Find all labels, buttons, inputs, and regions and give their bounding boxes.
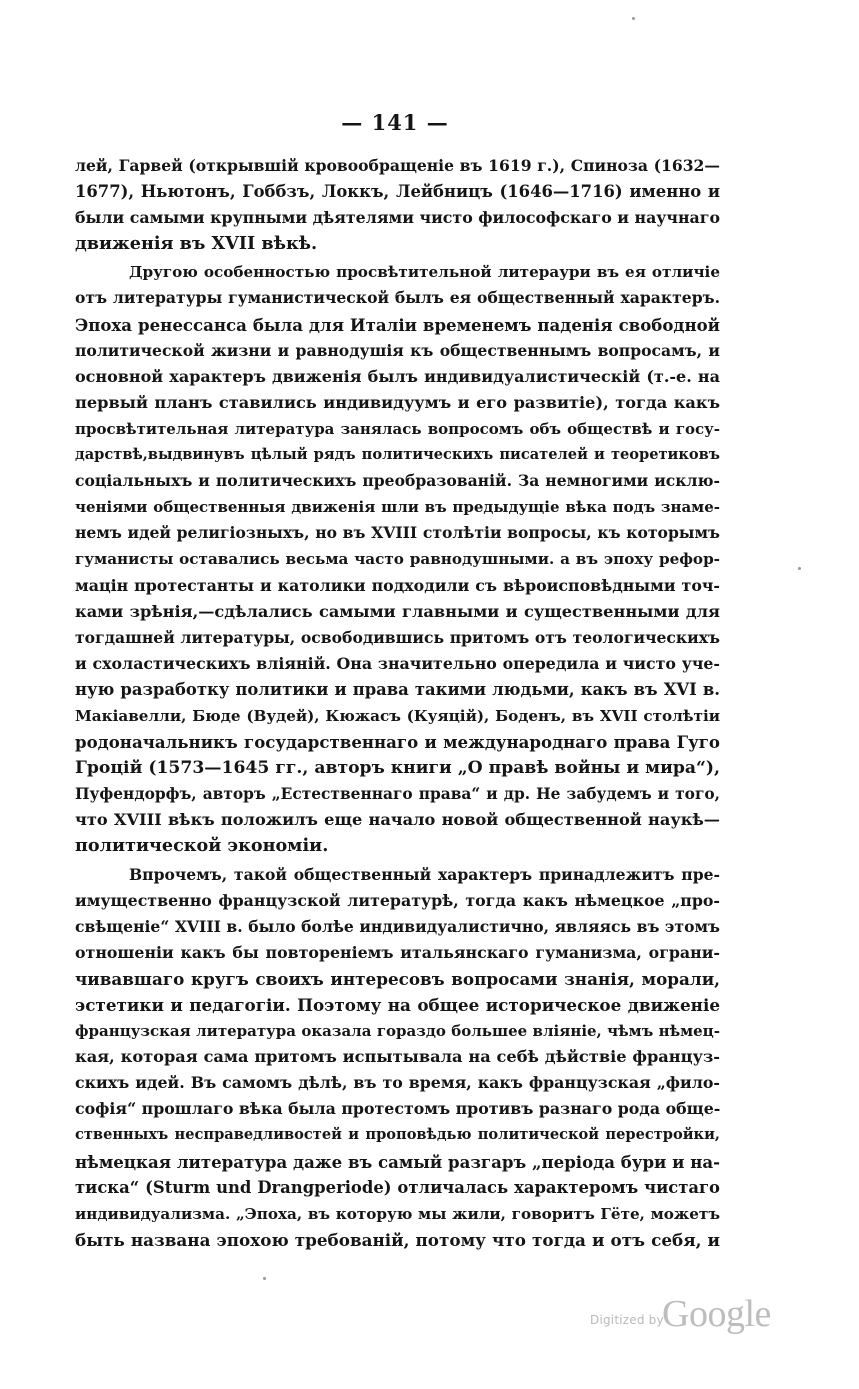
google-logo: Google: [662, 1293, 771, 1335]
text-line: политической жизни и равнодушія къ общественнымъ вопросамъ, и: [75, 340, 720, 360]
text-line: 1677), Ньютонъ, Гоббзъ, Локкъ, Лейбницъ (1646—1716) именно и: [75, 182, 720, 202]
text-line: гуманисты оставались весьма часто равнодушными. а въ эпоху рефор-: [75, 550, 720, 569]
text-line: и схоластическихъ вліяній. Она значительно опередила и чисто уче-: [75, 653, 720, 673]
digitized-by-google-watermark: [590, 1290, 790, 1350]
text-body: [75, 153, 720, 1253]
text-line: Другою особенностью просвѣтительной литераури въ ея отличіе: [129, 263, 720, 282]
text-line: ченіями общественныя движенія шли въ предыдущіе вѣка подъ знаме-: [75, 498, 720, 517]
text-line: ками зрѣнія,—сдѣлались самыми главными и существенными для: [75, 601, 720, 621]
text-line: скихъ идей. Въ самомъ дѣлѣ, въ то время, какъ французская „фило-: [75, 1073, 720, 1093]
text-line: первый планъ ставились индивидуумъ и его развитіе), тогда какъ: [75, 392, 720, 412]
digitized-label: Digitized by: [590, 1313, 664, 1327]
text-line: отъ литературы гуманистической былъ ея общественный характеръ.: [75, 288, 720, 308]
text-line: чивавшаго кругъ своихъ интересовъ вопросами знанія, морали,: [75, 968, 720, 989]
text-line: ную разработку политики и права такими людьми, какъ въ XVI в.: [75, 679, 720, 699]
text-line: соціальныхъ и политическихъ преобразованій. За немногими исклю-: [75, 471, 720, 491]
text-line: индивидуализма. „Эпоха, въ которую мы жили, говоритъ Гёте, можетъ: [75, 1204, 720, 1223]
text-line: родоначальникъ государственнаго и международнаго права Гуго: [75, 732, 720, 753]
text-line: мацін протестанты и католики подходили съ вѣроисповѣдными точ-: [75, 575, 720, 595]
text-line: основной характеръ движенія былъ индивидуалистическій (т.-е. на: [75, 366, 720, 386]
text-line: Гроцій (1573—1645 гг., авторъ книги „О правѣ войны и мира“),: [75, 758, 720, 779]
text-line: Макіавелли, Бюде (Вудей), Кюжасъ (Куяцій), Боденъ, въ XVII столѣтіи: [75, 706, 720, 725]
text-line: быть названа эпохою требованій, потому что тогда и отъ себя, и: [75, 1229, 720, 1250]
scan-speck: [263, 1277, 266, 1280]
scan-speck: [632, 17, 635, 20]
text-line: софія“ прошлаго вѣка была протестомъ противъ разнаго рода обще-: [75, 1099, 721, 1119]
text-line: дарствѣ,выдвинувъ цѣлый рядъ политическихъ писателей и теоретиковъ: [75, 446, 720, 464]
text-line: эстетики и педагогіи. Поэтому на общее историческое движеніе: [75, 995, 720, 1015]
text-line: имущественно французской литературѣ, тогда какъ нѣмецкое „про-: [75, 890, 720, 910]
text-line: были самыми крупными дѣятелями чисто философскаго и научнаго: [75, 208, 720, 228]
text-line: кая, которая сама притомъ испытывала на себѣ дѣйствіе француз-: [75, 1047, 720, 1067]
text-line: что XVIII вѣкъ положилъ еще начало новой общественной наукѣ—: [75, 810, 720, 830]
text-line: отношеніи какъ бы повтореніемъ итальянскаго гуманизма, ограни-: [75, 942, 720, 962]
text-line: Впрочемъ, такой общественный характеръ принадлежитъ пре-: [129, 864, 720, 884]
text-line: движенія въ XVII вѣкѣ.: [75, 233, 318, 255]
text-line: нѣмецкая литература даже въ самый разгаръ „періода бури и на-: [75, 1151, 721, 1172]
text-line: ственныхъ несправедливостей и проповѣдью политической перестройки,: [75, 1126, 720, 1144]
text-line: Пуфендорфъ, авторъ „Естественнаго права“ и др. Не забудемъ и того,: [75, 785, 720, 804]
text-line: французская литература оказала гораздо большее вліяніе, чѣмъ нѣмец-: [75, 1022, 720, 1041]
scan-speck: [798, 567, 801, 570]
text-line: тогдашней литературы, освободившись притомъ отъ теологическихъ: [75, 627, 720, 647]
page-number: — 141 —: [341, 110, 449, 135]
text-line: лей, Гарвей (открывшій кровообращеніе въ 1619 г.), Спиноза (1632—: [75, 156, 720, 175]
text-line: немъ идей религіозныхъ, но въ XVIII столѣтіи вопросы, къ которымъ: [75, 523, 720, 543]
text-line: Эпоха ренессанса была для Италіи временемъ паденія свободной: [75, 314, 720, 335]
text-line: просвѣтительная литература занялась вопросомъ объ обществѣ и госу-: [75, 419, 720, 438]
text-line: тиска“ (Sturm und Drangperiode) отличалась характеромъ чистаго: [75, 1177, 720, 1197]
text-line: свѣщеніе“ XVIII в. было болѣе индивидуалистично, являясь въ этомъ: [75, 916, 720, 936]
text-line: политической экономіи.: [75, 835, 329, 857]
